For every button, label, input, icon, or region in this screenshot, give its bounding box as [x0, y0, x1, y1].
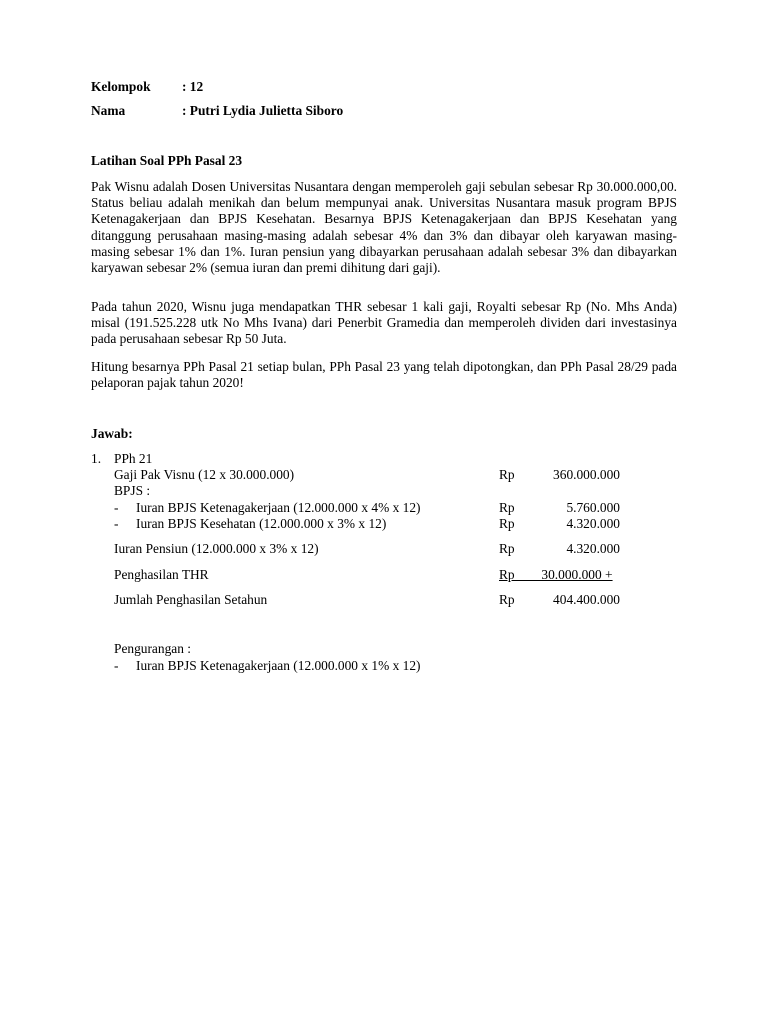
bpjs-tk-label: Iuran BPJS Ketenagakerjaan (12.000.000 x 4% x 12) [136, 500, 421, 515]
pensiun-label: Iuran Pensiun (12.000.000 x 3% x 12) [114, 541, 319, 556]
bpjs-kes-amount: 4.320.000 [566, 516, 620, 531]
bpjs-kes-label: Iuran BPJS Kesehatan (12.000.000 x 3% x 12) [136, 516, 387, 531]
thr-amount: Rp 30.000.000 + [499, 567, 613, 582]
paragraph-problem: Pak Wisnu adalah Dosen Universitas Nusantara dengan memperoleh gaji sebulan sebesar Rp 30.000.000,00. Status beliau adalah menikah dan belum mempunyai anak. Universitas Nusantara masuk program BPJS Ketenagakerjaan dan BPJS Kesehatan. Besarnya BPJS Ketenagakerjaan dan BPJS Kesehatan yang ditanggung perusahaan masing-masing adalah sebesar 4% dan 3% dan dibayar oleh karyawan masing-masing sebesar 1% dan 1%. Iuran pensiun yang dibayarkan perusahaan adalah sebesar 3% dan dibayarkan karyawan sebesar 2% (semua iuran dan premi dihitung dari gaji). [91, 179, 677, 276]
bpjs-kes-currency: Rp [499, 516, 515, 531]
pensiun-currency: Rp [499, 541, 515, 556]
total-label: Jumlah Penghasilan Setahun [114, 592, 268, 607]
deduction-tk-label: Iuran BPJS Ketenagakerjaan (12.000.000 x 1% x 12) [136, 658, 421, 673]
pensiun-amount: 4.320.000 [566, 541, 620, 556]
paragraph-question: Hitung besarnya PPh Pasal 21 setiap bulan, PPh Pasal 23 yang telah dipotongkan, dan PPh Pasal 28/29 pada pelaporan pajak tahun 2020! [91, 359, 677, 391]
bpjs-label: BPJS : [114, 483, 151, 498]
gaji-amount: 360.000.000 [553, 467, 620, 482]
bullet-dash: - [114, 516, 119, 531]
name-value: : Putri Lydia Julietta Siboro [182, 103, 344, 118]
gaji-label: Gaji Pak Visnu (12 x 30.000.000) [114, 467, 295, 482]
total-currency: Rp [499, 592, 515, 607]
total-amount: 404.400.000 [553, 592, 620, 607]
item-title: PPh 21 [114, 451, 153, 466]
bullet-dash: - [114, 658, 119, 673]
item-number: 1. [91, 451, 102, 466]
bpjs-tk-currency: Rp [499, 500, 515, 515]
group-label: Kelompok [91, 79, 151, 94]
group-value: : 12 [182, 79, 204, 94]
name-label: Nama [91, 103, 126, 118]
document-title: Latihan Soal PPh Pasal 23 [91, 153, 243, 168]
gaji-currency: Rp [499, 467, 515, 482]
bullet-dash: - [114, 500, 119, 515]
thr-label: Penghasilan THR [114, 567, 209, 582]
bpjs-tk-amount: 5.760.000 [566, 500, 620, 515]
answer-heading: Jawab: [91, 426, 133, 441]
deduction-label: Pengurangan : [114, 641, 191, 656]
paragraph-income: Pada tahun 2020, Wisnu juga mendapatkan THR sebesar 1 kali gaji, Royalti sebesar Rp (No. Mhs Anda) misal (191.525.228 utk No Mhs Ivana) dari Penerbit Gramedia dan memperoleh dividen dari investasinya pada perusahaan sebesar Rp 50 Juta. [91, 299, 677, 347]
